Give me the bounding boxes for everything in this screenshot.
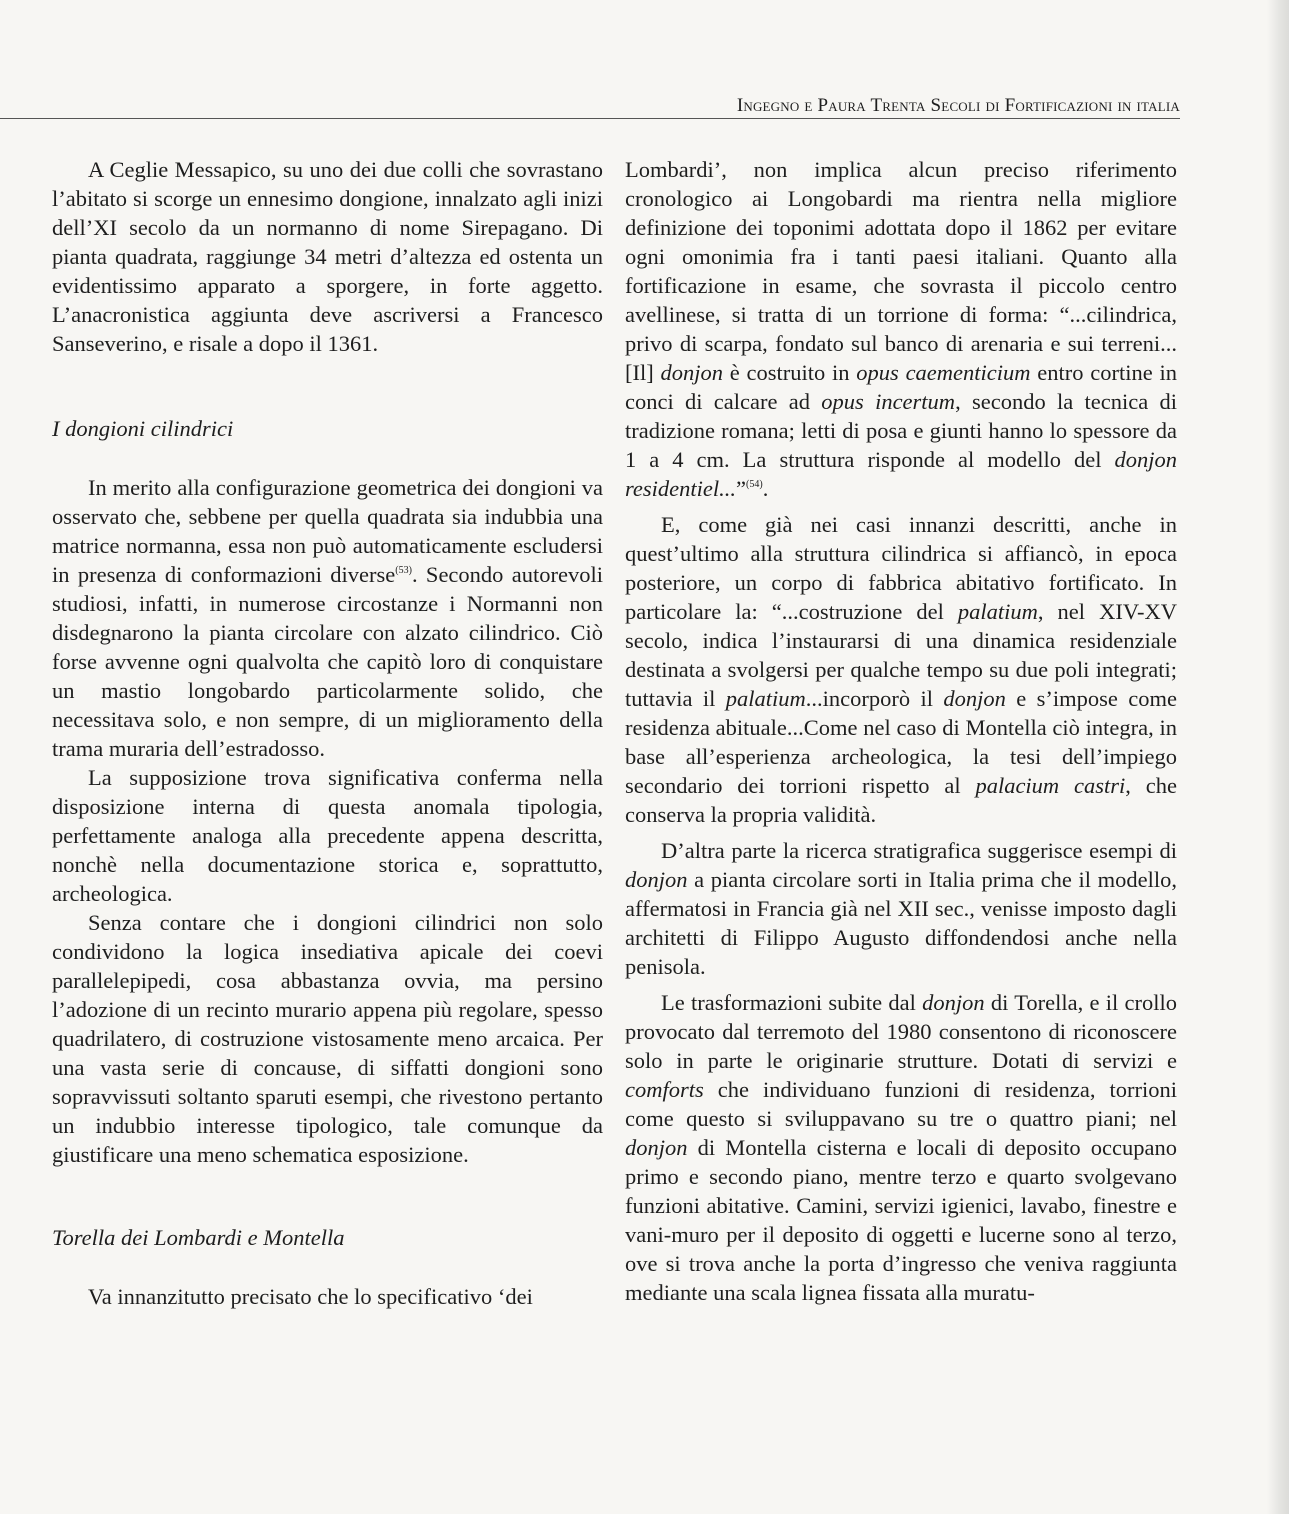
paragraph: Senza contare che i dongioni cilindrici non solo condividono la logica insediativa apicale dei coevi parallelepipedi, cosa abbastanza ovvia, ma persino l’adozione di un recinto murario appena più regolare, spesso quadrilatero, di costruzione vistosamente meno arcaica. Per una vasta serie di concause, di siffatti dongioni sono sopravvissuti soltanto sparuti esempi, che rivestono pertanto un indubbio interesse tipologico, tale comunque da giustificare una meno schematica esposizione. [52, 910, 603, 1167]
running-head [0, 95, 1180, 119]
paragraph: La supposizione trova significativa conferma nella disposizione interna di questa anomala tipologia, perfettamente analoga alla precedente appena descritta, nonchè nella documentazione storica e, soprattutto, archeologica. [52, 765, 603, 906]
footnote-ref-54: (54) [746, 479, 763, 490]
running-head-title: Ingegno e Paura Trenta Secoli di Fortificazioni in italia [736, 95, 1180, 116]
paragraph: Va innanzitutto precisato che lo specificativo ‘dei [88, 1284, 533, 1309]
paragraph: Lombardi’, non implica alcun preciso riferimento cronologico ai Longobardi ma rientra nella migliore definizione dei toponimi adottata dopo il 1862 per evitare ogni omonimia fra i tanti paesi italiani. Quanto alla fortificazione in esame, che sovrasta il piccolo centro avellinese, si tratta di un torrione di forma: “...cilindrica, privo di scarpa, fondato sul banco di arenaria e sui terreni...[Il] donjon è costruito in opus caementicium entro cortine in conci di calcare ad opus incertum, secondo la tecnica di tradizione romana; letti di posa e giunti hanno lo spessore da 1 a 4 cm. La struttura risponde al modello del donjon residentiel...”$^{(54)}$. [625, 157, 1177, 501]
paragraph: E, come già nei casi innanzi descritti, anche in quest’ultimo alla struttura cilindrica si affiancò, in epoca posteriore, un corpo di fabbrica abitativo fortificato. In particolare la: “...costruzione del palatium, nel XIV-XV secolo, indica l’instaurarsi di una dinamica residenziale destinata a svolgersi per qualche tempo su due poli integrati; tuttavia il palatium...incorporò il donjon e s’impose come residenza abituale...Come nel caso di Montella ciò integra, in base all’esperienza archeologica, la tesi dell’impiego secondario dei torrioni rispetto al palacium castri, che conserva la propria validità. [625, 512, 1177, 827]
right-column [625, 155, 1177, 1307]
page-edge-shadow [1267, 0, 1289, 1514]
footnote-ref-53: (53) [395, 565, 412, 576]
paragraph: In merito alla configurazione geometrica dei dongioni va osservato che, sebbene per quella quadrata sia indubbia una matrice normanna, essa non può automaticamente escludersi in presenza di conformazioni diverse$^{(53)}$. Secondo autorevoli studiosi, infatti, in numerose circostanze i Normanni non disdegnarono la pianta circolare con alzato cilindrico. Ciò forse avvenne ogni qualvolta che capitò loro di conquistare un mastio longobardo particolarmente solido, che necessitava solo, e non sempre, di un miglioramento della trama muraria dell’estradosso. [52, 475, 603, 761]
section-heading-cylindrical-keeps: I dongioni cilindrici [52, 416, 234, 441]
paragraph: A Ceglie Messapico, su uno dei due colli che sovrastano l’abitato si scorge un ennesimo dongione, innalzato agli inizi dell’XI secolo da un normanno di nome Sirepagano. Di pianta quadrata, raggiunge 34 metri d’altezza ed ostenta un evidentissimo apparato a sporgere, in forte aggetto. L’anacronistica aggiunta deve ascriversi a Francesco Sanseverino, e risale a dopo il 1361. [52, 157, 603, 356]
paragraph: D’altra parte la ricerca stratigrafica suggerisce esempi di donjon a pianta circolare sorti in Italia prima che il modello, affermatosi in Francia già nel XII sec., venisse imposto dagli architetti di Filippo Augusto diffondendosi anche nella penisola. [625, 838, 1177, 979]
paragraph: Le trasformazioni subite dal donjon di Torella, e il crollo provocato dal terremoto del 1980 consentono di riconoscere solo in parte le originarie strutture. Dotati di servizi e comforts che individuano funzioni di residenza, torrioni come questo si sviluppavano su tre o quattro piani; nel donjon di Montella cisterna e locali di deposito occupano primo e secondo piano, mentre terzo e quarto svolgevano funzioni abitative. Camini, servizi igienici, lavabo, finestre e vani-muro per il deposito di oggetti e lucerne sono al terzo, ove si trova anche la porta d’ingresso che veniva raggiunta mediante una scala lignea fissata alla muratu- [625, 990, 1177, 1305]
left-column [52, 155, 603, 1311]
section-heading-torella-montella: Torella dei Lombardi e Montella [52, 1225, 345, 1250]
